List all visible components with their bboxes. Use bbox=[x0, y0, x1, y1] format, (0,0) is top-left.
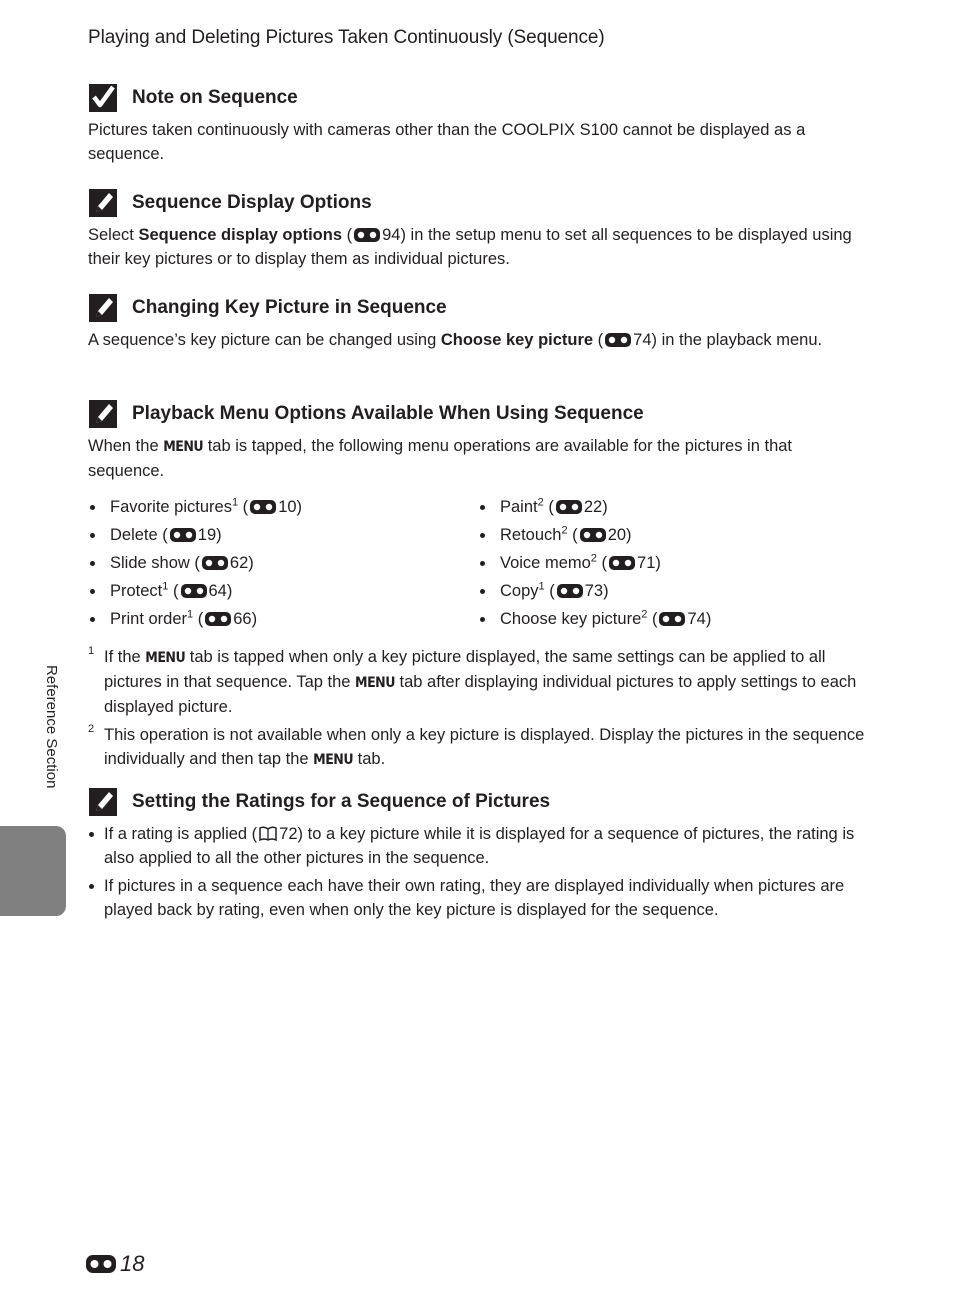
section-title: Changing Key Picture in Sequence bbox=[132, 297, 447, 318]
list-item: Retouch$^2$ ( 20) bbox=[478, 521, 711, 549]
reference-section-icon bbox=[170, 528, 196, 542]
section-title: Note on Sequence bbox=[132, 87, 298, 108]
page-title: Playing and Deleting Pictures Taken Continuously (Sequence) bbox=[88, 27, 605, 48]
reference-section-icon bbox=[250, 500, 276, 514]
list-item: Protect$^1$ ( 64) bbox=[88, 577, 302, 605]
pencil-box-icon bbox=[88, 787, 118, 817]
reference-section-icon bbox=[556, 500, 582, 514]
paragraph: Pictures taken continuously with cameras other than the COOLPIX S100 cannot be displayed as a sequence. bbox=[88, 121, 806, 163]
list-item: Slide show ( 62) bbox=[88, 549, 302, 577]
section-title: Playback Menu Options Available When Using Sequence bbox=[132, 403, 644, 424]
reference-section-icon bbox=[354, 228, 380, 242]
section-title: Sequence Display Options bbox=[132, 192, 372, 213]
list-item: Delete ( 19) bbox=[88, 521, 302, 549]
paragraph: When the MENU tab is tapped, the following menu operations are available for the pictures in that sequence. bbox=[88, 437, 793, 480]
menu-options-left bbox=[88, 493, 302, 633]
reference-section-icon bbox=[580, 528, 606, 542]
open-book-icon bbox=[259, 826, 277, 841]
menu-options-right bbox=[478, 493, 711, 633]
side-tab-marker bbox=[0, 826, 66, 916]
footnotes bbox=[88, 645, 868, 772]
section-playback-menu bbox=[88, 398, 868, 483]
reference-section-icon bbox=[202, 556, 228, 570]
section-title: Setting the Ratings for a Sequence of Pictures bbox=[132, 791, 551, 812]
footnote-1: 1 If the MENU tab is tapped when only a key picture displayed, the same settings can be applied to all pictures in that sequence. Tap the MENU tab after displaying individual pictures to apply settings to each displayed picture. bbox=[88, 645, 857, 716]
reference-section-icon bbox=[557, 584, 583, 598]
checkmark-box-icon bbox=[88, 83, 118, 113]
side-tab-label: Reference Section bbox=[43, 665, 60, 789]
menu-glyph: MENU bbox=[163, 439, 204, 455]
section-display-options bbox=[88, 187, 868, 271]
list-item: Paint$^2$ ( 22) bbox=[478, 493, 711, 521]
list-item: Print order$^1$ ( 66) bbox=[88, 605, 302, 633]
footnote-2: 2 This operation is not available when only a key picture is displayed. Display the pictures in the sequence individually and then tap the MENU tab. bbox=[88, 723, 865, 768]
page-number: 18 bbox=[86, 1251, 144, 1277]
pencil-box-icon bbox=[88, 293, 118, 323]
section-ratings bbox=[88, 786, 868, 926]
section-key-picture bbox=[88, 292, 868, 352]
reference-section-icon bbox=[86, 1255, 116, 1273]
list-item: Copy$^1$ ( 73) bbox=[478, 577, 711, 605]
section-note bbox=[88, 82, 868, 166]
reference-section-icon bbox=[605, 333, 631, 347]
paragraph: A sequence’s key picture can be changed using Choose key picture ( 74) in the playback menu. bbox=[88, 331, 823, 349]
reference-section-icon bbox=[659, 612, 685, 626]
reference-section-icon bbox=[205, 612, 231, 626]
paragraph: Select Sequence display options ( 94) in the setup menu to set all sequences to be displayed using their key pictures or to display them as individual pictures. bbox=[88, 226, 852, 268]
pencil-box-icon bbox=[88, 399, 118, 429]
ratings-list bbox=[88, 822, 868, 922]
menu-glyph: MENU bbox=[313, 752, 354, 768]
menu-glyph: MENU bbox=[145, 650, 186, 666]
list-item: Voice memo$^2$ ( 71) bbox=[478, 549, 711, 577]
list-item: If pictures in a sequence each have their own rating, they are displayed individually when pictures are played back by rating, even when only the key picture is displayed for the sequence. bbox=[88, 874, 868, 922]
menu-options-list bbox=[88, 493, 868, 635]
list-item: Favorite pictures$^1$ ( 10) bbox=[88, 493, 302, 521]
list-item: If a rating is applied ( 72) to a key picture while it is displayed for a sequence of pictures, the rating is also applied to all the other pictures in the sequence. bbox=[88, 822, 868, 870]
list-item: Choose key picture$^2$ ( 74) bbox=[478, 605, 711, 633]
pencil-box-icon bbox=[88, 188, 118, 218]
menu-glyph: MENU bbox=[355, 675, 395, 691]
reference-section-icon bbox=[609, 556, 635, 570]
reference-section-icon bbox=[181, 584, 207, 598]
